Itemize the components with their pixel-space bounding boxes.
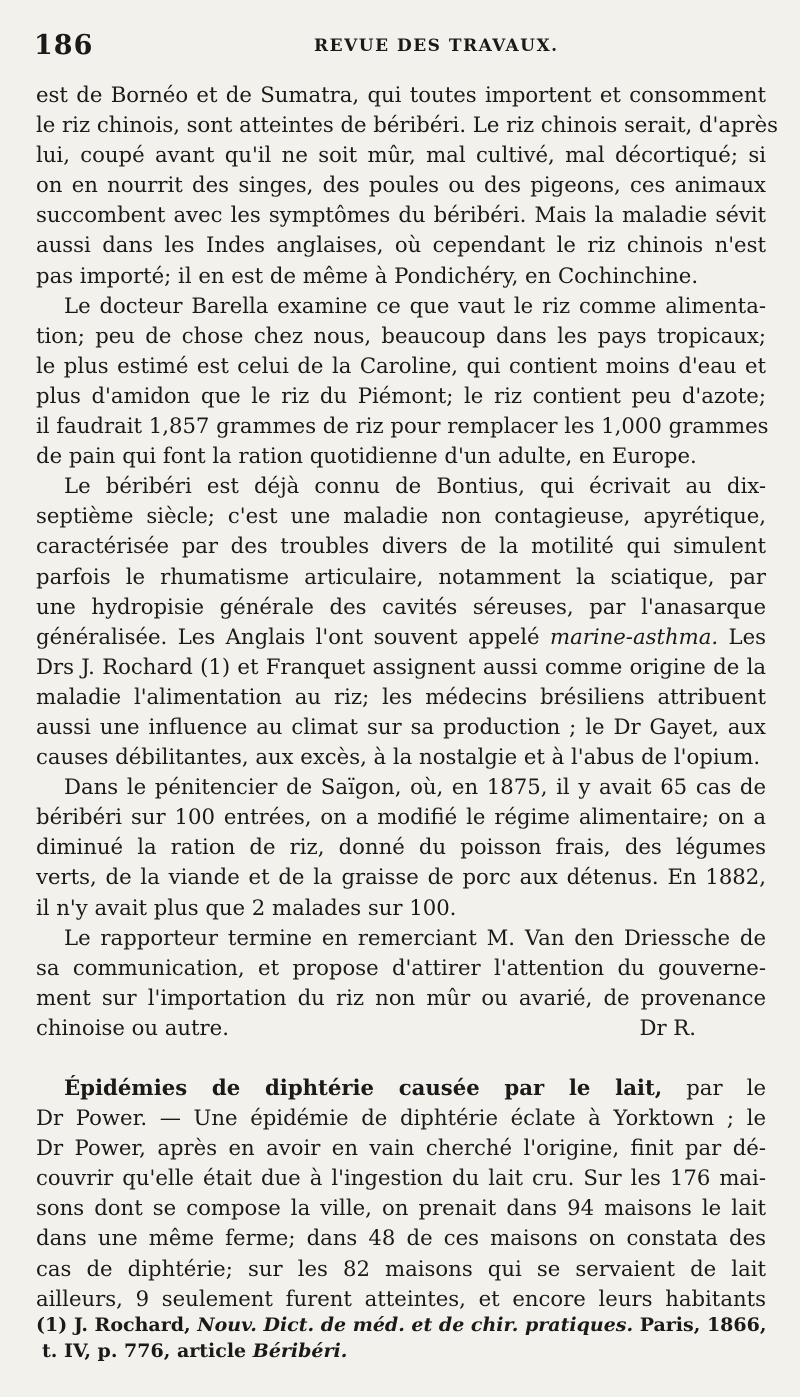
- italic-term: marine-asthma.: [549, 623, 719, 649]
- text-fragment: Les: [718, 623, 766, 649]
- text-line-with-signature: [36, 1013, 766, 1043]
- text-fragment: généralisée. Les Anglais l'ont souvent appelé: [36, 623, 550, 649]
- text-line: sa communication, et propose d'attirer l'attention du gouverne-: [36, 954, 766, 980]
- running-title: REVUE DES TRAVAUX.: [314, 36, 559, 56]
- footnote-line: [36, 1338, 766, 1364]
- text-line: il n'y avait plus que 2 malades sur 100.: [36, 894, 457, 920]
- text-line: le riz chinois, sont atteintes de béribéri. Le riz chinois serait, d'après: [36, 112, 779, 138]
- page-header: [34, 30, 774, 70]
- text-line: Dr Power. — Une épidémie de diphtérie éclate à Yorktown ; le: [36, 1105, 766, 1131]
- section-heading: Épidémies de diphtérie causée par le lait,: [64, 1075, 663, 1100]
- footnote-place: Paris, 1866,: [633, 1314, 767, 1336]
- text-line: de pain qui font la ration quotidienne d'un adulte, en Europe.: [36, 443, 697, 469]
- text-line: succombent avec les symptômes du béribéri. Mais la maladie sévit: [36, 202, 766, 228]
- text-line: le plus estimé est celui de la Caroline, qui contient moins d'eau et: [36, 352, 766, 378]
- footnote-article: Béribéri.: [252, 1340, 348, 1362]
- footnote-ref: (1) J. Rochard,: [36, 1314, 198, 1336]
- text-line: parfois le rhumatisme articulaire, notamment la sciatique, par: [36, 563, 766, 589]
- text-line: causes débilitantes, aux excès, à la nostalgie et à l'abus de l'opium.: [36, 744, 761, 770]
- text-line: on en nourrit des singes, des poules ou des pigeons, ces animaux: [36, 172, 766, 198]
- footnotes: [36, 1312, 766, 1364]
- text-line: verts, de la viande et de la graisse de porc aux détenus. En 1882,: [36, 864, 766, 890]
- text-line: pas importé; il en est de même à Pondichéry, en Cochinchine.: [36, 262, 699, 288]
- text-line: aussi dans les Indes anglaises, où cependant le riz chinois n'est: [36, 232, 766, 258]
- signature: Dr R.: [639, 1014, 696, 1040]
- text-line: une hydropisie générale des cavités séreuses, par l'anasarque: [36, 593, 766, 619]
- text-line: Le rapporteur termine en remerciant M. Van den Driessche de: [64, 924, 766, 950]
- text-line: caractérisée par des troubles divers de la motilité qui simulent: [36, 533, 766, 559]
- text-line-mixed: [36, 622, 766, 652]
- text-line: ment sur l'importation du riz non mûr ou avarié, de provenance: [36, 984, 766, 1010]
- page-number: 186: [34, 30, 94, 61]
- text-line: maladie l'alimentation au riz; les médecins brésiliens attribuent: [36, 683, 766, 709]
- text-line: Dans le pénitencier de Saïgon, où, en 1875, il y avait 65 cas de: [64, 774, 766, 800]
- text-fragment: par le: [662, 1075, 766, 1100]
- text-line: dans une même ferme; dans 48 de ces maisons on constata des: [36, 1225, 766, 1251]
- text-line: plus d'amidon que le riz du Piémont; le riz contient peu d'azote;: [36, 382, 766, 408]
- body-text: [36, 80, 779, 1314]
- text-line: il faudrait 1,857 grammes de riz pour remplacer les 1,000 grammes: [36, 413, 769, 439]
- text-line: couvrir qu'elle était due à l'ingestion du lait cru. Sur les 176 mai-: [36, 1165, 766, 1191]
- footnote-line: [36, 1312, 766, 1338]
- text-fragment: chinoise ou autre.: [36, 1014, 229, 1040]
- text-line: tion; peu de chose chez nous, beaucoup dans les pays tropicaux;: [36, 322, 766, 348]
- text-line: béribéri sur 100 entrées, on a modifié le régime alimentaire; on a: [36, 804, 766, 830]
- text-line: ailleurs, 9 seulement furent atteintes, et encore leurs habitants: [36, 1285, 766, 1311]
- text-line: septième siècle; c'est une maladie non contagieuse, apyrétique,: [36, 503, 766, 529]
- text-line: sons dont se compose la ville, on prenait dans 94 maisons le lait: [36, 1195, 766, 1221]
- text-line: Le béribéri est déjà connu de Bontius, qui écrivait au dix-: [64, 473, 766, 499]
- text-line: Drs J. Rochard (1) et Franquet assignent aussi comme origine de la: [36, 653, 766, 679]
- text-line: lui, coupé avant qu'il ne soit mûr, mal cultivé, mal décortiqué; si: [36, 142, 766, 168]
- text-line: Dr Power, après en avoir en vain cherché l'origine, finit par dé-: [36, 1135, 766, 1161]
- section-heading-line: [36, 1073, 766, 1103]
- text-line: est de Bornéo et de Sumatra, qui toutes importent et consomment: [36, 82, 766, 107]
- section-gap: [36, 1043, 766, 1073]
- text-line: cas de diphtérie; sur les 82 maisons qui se servaient de lait: [36, 1255, 766, 1281]
- footnote-volume: t. IV, p. 776, article: [42, 1340, 253, 1362]
- text-line: aussi une influence au climat sur sa production ; le Dr Gayet, aux: [36, 713, 766, 739]
- footnote-title: Nouv. Dict. de méd. et de chir. pratiques.: [197, 1314, 634, 1336]
- text-line: diminué la ration de riz, donné du poisson frais, des légumes: [36, 834, 766, 860]
- text-line: Le docteur Barella examine ce que vaut le riz comme alimenta-: [64, 292, 766, 318]
